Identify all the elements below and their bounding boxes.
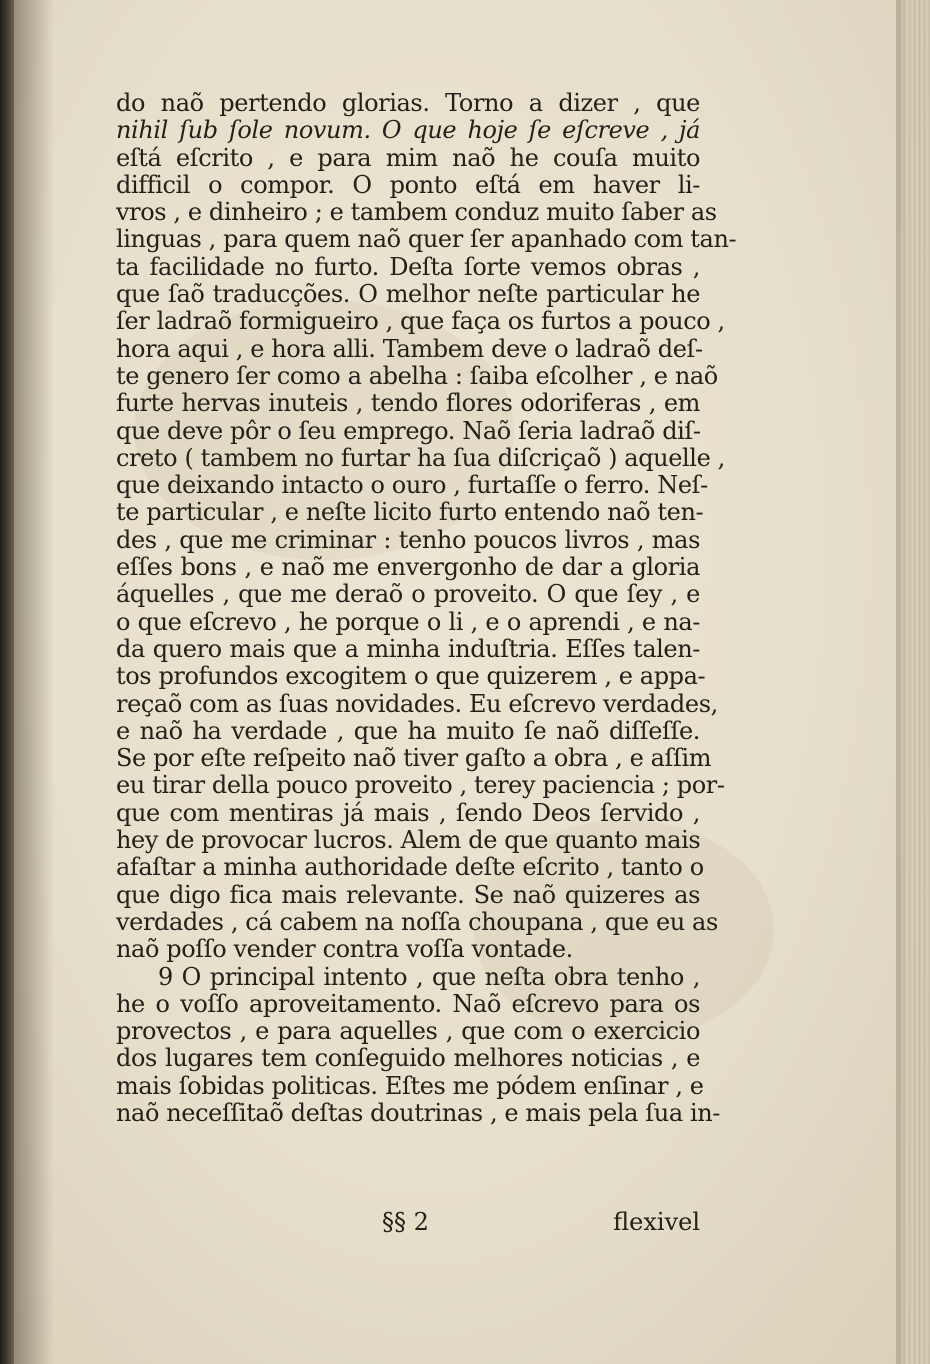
signature-mark: §§ 2 — [382, 1208, 429, 1236]
text-line: nihil ſub ſole novum. O que hoje ſe eſcreve , já — [116, 116, 700, 145]
text-line: áquelles , que me deraõ o proveito. O que ſey , e — [116, 580, 700, 609]
text-line: creto ( tambem no furtar ha ſua diſcriçaõ ) aquelle , — [116, 443, 725, 472]
text-line: que digo fica mais relevante. Se naõ quizeres as — [116, 880, 700, 909]
text-line: afaſtar a minha authoridade deſte eſcrito , tanto o — [116, 853, 704, 882]
catchword: flexivel — [613, 1208, 700, 1236]
page-stack-edge — [896, 0, 930, 1364]
text-line: naõ neceſſitaõ deſtas doutrinas , e mais pela ſua in- — [116, 1098, 721, 1127]
text-line: reçaõ com as ſuas novidades. Eu eſcrevo verdades, — [116, 689, 718, 718]
text-line: linguas , para quem naõ quer ſer apanhado com tan- — [116, 225, 737, 254]
text-line: hora aqui , e hora alli. Tambem deve o ladraõ deſ- — [116, 334, 703, 363]
text-line: hey de provocar lucros. Alem de que quanto mais — [116, 826, 701, 855]
text-line: naõ poſſo vender contra voſſa vontade. — [116, 935, 573, 964]
text-line: do naõ pertendo glorias. Torno a dizer , que — [116, 89, 700, 117]
text-line: mais ſobidas politicas. Eſtes me pódem enſinar , e — [116, 1071, 704, 1100]
text-line: vros , e dinheiro ; e tambem conduz muito ſaber as — [116, 198, 717, 227]
page-footer — [116, 1208, 700, 1238]
text-line: o que eſcrevo , he porque o li , e o aprendi , e na- — [116, 607, 700, 636]
text-line: des , que me criminar : tenho poucos livros , mas — [116, 525, 700, 554]
text-line: te particular , e neſte licito furto entendo naõ ten- — [116, 498, 704, 527]
text-line: tos profundos excogitem o que quizerem , e appa- — [116, 662, 706, 691]
text-line: e naõ ha verdade , que ha muito ſe naõ diſſeſſe. — [116, 716, 700, 745]
facing-page-edge — [0, 0, 14, 1364]
text-line: que deve pôr o ſeu emprego. Naõ ſeria ladraõ diſ- — [116, 416, 701, 445]
text-line: te genero ſer como a abelha : ſaiba eſcolher , e naõ — [116, 361, 718, 390]
text-line: he o voſſo aproveitamento. Naõ eſcrevo para os — [116, 989, 700, 1018]
text-line: difficil o compor. O ponto eſtá em haver li- — [116, 170, 700, 199]
text-line: eſtá eſcrito , e para mim naõ he couſa muito — [116, 143, 700, 172]
text-line: ſer ladraõ formigueiro , que faça os furtos a pouco , — [116, 307, 725, 336]
text-line: provectos , e para aquelles , que com o exercicio — [116, 1017, 700, 1046]
text-line: Se por eſte reſpeito naõ tiver gaſto a obra , e aſſim — [116, 744, 712, 773]
text-line: ta facilidade no furto. Deſta ſorte vemos obras , — [116, 252, 700, 281]
text-line: 9 O principal intento , que neſta obra tenho , — [158, 962, 700, 991]
text-line: verdades , cá cabem na noſſa choupana , que eu as — [116, 907, 718, 936]
text-line: da quero mais que a minha induſtria. Eſſes talen- — [116, 634, 700, 663]
text-line: furte hervas inuteis , tendo flores odoriferas , em — [116, 389, 700, 418]
spine-shadow — [14, 0, 54, 1364]
text-line: que ſaõ traducções. O melhor neſte particular he — [116, 280, 700, 309]
text-line: dos lugares tem conſeguido melhores noticias , e — [116, 1044, 700, 1073]
text-line: que com mentiras já mais , ſendo Deos ſervido , — [116, 798, 700, 827]
text-line: eſſes bons , e naõ me envergonho de dar a gloria — [116, 553, 700, 582]
body-text — [116, 89, 737, 1127]
text-line: que deixando intacto o ouro , furtaſſe o ferro. Neſ- — [116, 471, 708, 500]
text-line: eu tirar della pouco proveito , terey paciencia ; por- — [116, 771, 725, 800]
